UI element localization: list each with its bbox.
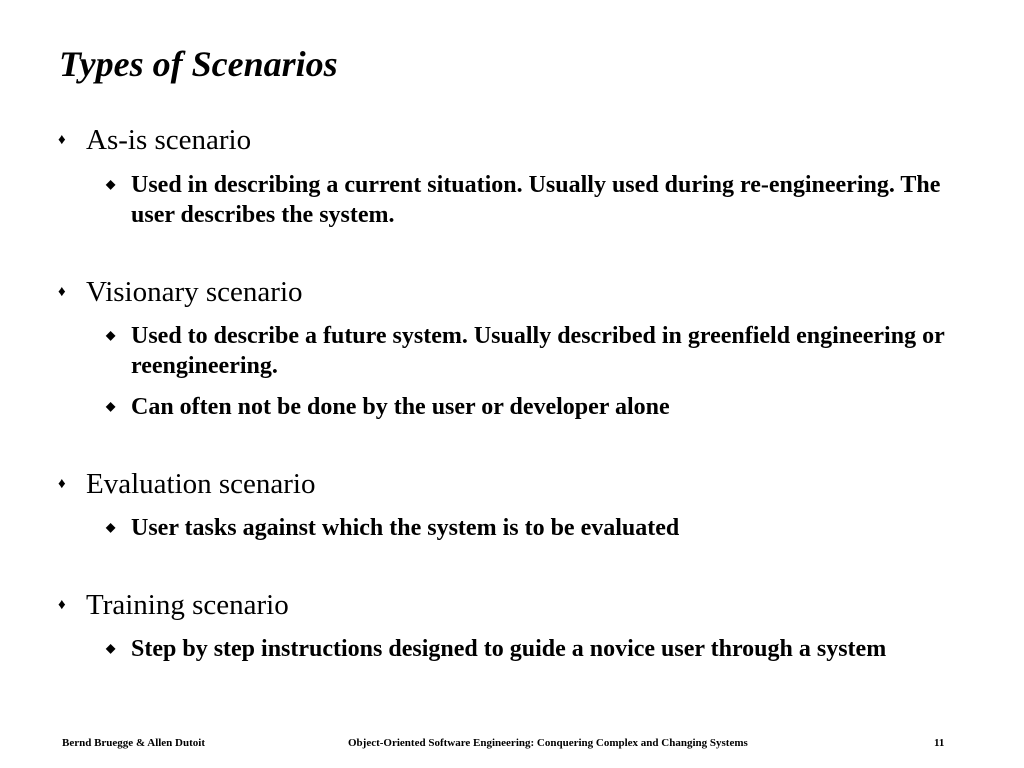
diamond-bullet-icon: ♦ <box>58 284 66 300</box>
sub-bullet-text: Step by step instructions designed to guide a novice user through a system <box>131 636 887 662</box>
bullet-heading: As-is scenario <box>86 124 252 156</box>
sub-bullet <box>106 321 946 381</box>
sub-bullet-text: Used to describe a future system. Usually described in greenfield engineering or reengineering. <box>131 323 945 379</box>
sub-bullet-text: Used in describing a current situation. Usually used during re-engineering. The user describes the system. <box>131 172 941 228</box>
diamond-bullet-icon: ◆ <box>106 399 116 413</box>
page-number: 11 <box>934 737 945 749</box>
sub-bullet <box>106 170 946 230</box>
sub-bullet <box>106 634 946 664</box>
bullet-heading: Visionary scenario <box>86 276 303 308</box>
sub-bullet <box>106 392 946 422</box>
footer-authors: Bernd Bruegge & Allen Dutoit <box>62 737 205 749</box>
diamond-bullet-icon: ◆ <box>106 177 116 191</box>
diamond-bullet-icon: ◆ <box>106 328 116 342</box>
diamond-bullet-icon: ♦ <box>58 476 66 492</box>
sub-bullet-text: User tasks against which the system is to be evaluated <box>131 515 680 541</box>
bullet-heading: Evaluation scenario <box>86 468 316 500</box>
diamond-bullet-icon: ◆ <box>106 520 116 534</box>
bullet-heading: Training scenario <box>86 589 289 621</box>
diamond-bullet-icon: ◆ <box>106 641 116 655</box>
footer-book-title: Object-Oriented Software Engineering: Conquering Complex and Changing Systems <box>348 737 748 749</box>
slide-title: Types of Scenarios <box>59 44 338 84</box>
diamond-bullet-icon: ♦ <box>58 597 66 613</box>
sub-bullet-text: Can often not be done by the user or developer alone <box>131 394 670 420</box>
diamond-bullet-icon: ♦ <box>58 132 66 148</box>
sub-bullet <box>106 513 946 543</box>
